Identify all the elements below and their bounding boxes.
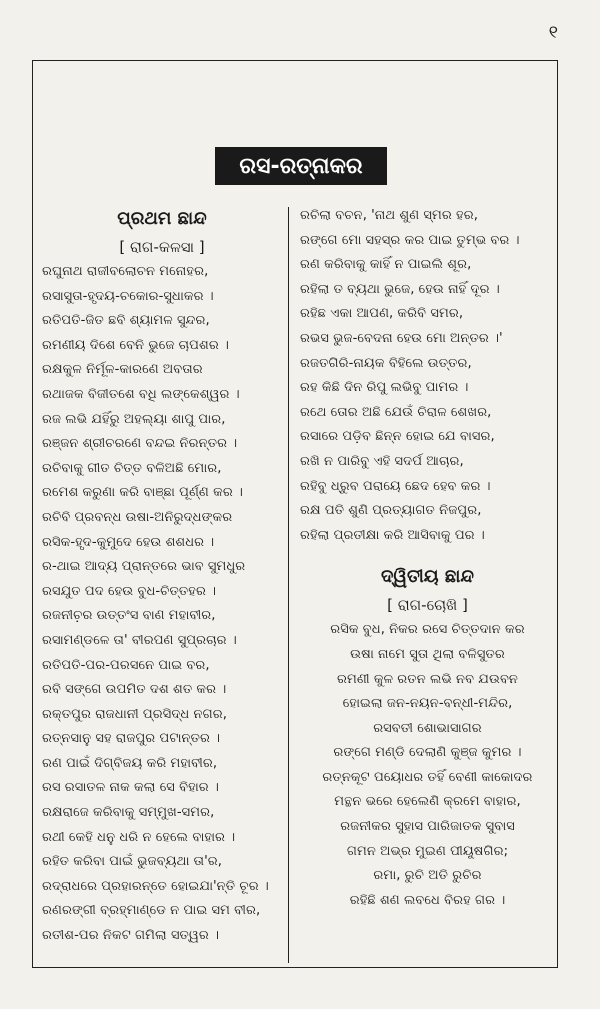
verse-line: ରଣରଙ୍ଗୀ ବ୍ରହ୍ମାଣ୍ଡେ ନ ପାଇ ସମ ବୀର, bbox=[42, 903, 261, 919]
verse-line: ରଥାଜକ ବିଜୀତଶେ ବଧି ଲଙ୍କେଶ୍ୱର । bbox=[42, 386, 240, 402]
verse-line: ରସିକ ବୁଧ, ନିକର ରସେ ଚିତ୍ତଦାନ କର bbox=[330, 622, 525, 638]
verse-line: ରତିପତି-ଜିତ ଛବି ଶ୍ୟାମଳ ସୁନ୍ଦର, bbox=[42, 313, 210, 329]
verse-line: ରଚିଲା ବଚନ, 'ନାଥ ଶୁଣ ସ୍ମର ହର, bbox=[300, 208, 478, 223]
verse-line: ରଭସ ଭୁଜ-ବେଦନା ହେଉ ମୋ ଅନ୍ତର ।' bbox=[300, 330, 503, 346]
verse-line: ରକ୍ତପୁର ରାଜଧାନୀ ପ୍ରସିଦ୍ଧ ନଗର, bbox=[42, 706, 227, 722]
verse-list-continued bbox=[300, 204, 555, 548]
verse-line: ରହିତ କରିବା ପାଇଁ ଭୁଜବ୍ୟଥା ତା'ର, bbox=[42, 854, 222, 870]
verse-line: ରସବତୀ ଶୋଭାସାଗର bbox=[373, 720, 482, 736]
chapter-heading: ଦ୍ୱିତୀୟ ଛାନ୍ଦ bbox=[381, 566, 474, 588]
verse-line: ରଜନୀକର ସୁହାସ ପାରିଜାତକ ସୁବାସ bbox=[340, 819, 515, 835]
verse-line: ରତିପତି-ପର-ପରସନେ ପାଇ ବର, bbox=[42, 657, 210, 673]
verse-block-centered bbox=[300, 618, 555, 913]
verse-line: ରଚିବାକୁ ଗୀତ ଚିତ୍ତ ବଳିଅଛି ମୋର, bbox=[42, 460, 222, 476]
verse-line: ରସାସୁତା-ହୃଦୟ-ଚକୋର-ସୁଧାକର । bbox=[42, 288, 214, 304]
verse-line: ରମା, ରୁଚି ଅତି ରୁଚିର bbox=[373, 868, 482, 884]
verse-line: ରସାରେ ପଡ଼ିବ ଛିନ୍ନ ହୋଇ ଯେ ବାସର, bbox=[300, 429, 495, 445]
verse-line: ରହିଛି ଶଣ ଲବଧେ ବିରହ ଗର । bbox=[349, 892, 506, 908]
verse-line: ରକ୍ଷକୁଳ ନିର୍ମୂଳ-କାରଣେ ଅବତାର bbox=[42, 362, 203, 378]
raga-label: [ ରାଗ-କଳସା ] bbox=[119, 238, 205, 256]
verse-list bbox=[40, 260, 284, 949]
verse-line: ରଦ୍ରାଧରେ ପ୍ରହାରନ୍ତେ ହୋଇଯା'ନ୍ତି ଚୂର । bbox=[42, 878, 269, 894]
verse-line: ରମଣୀ କୁଳ ରତନ ଲଭି ନବ ଯଉବନ bbox=[336, 671, 519, 687]
verse-line: ରଖି ନ ପାରିବୁ ଏହି ସଦର୍ପ ଆଚାର, bbox=[300, 453, 464, 469]
verse-list bbox=[300, 618, 555, 913]
verse-line: ରସ ରସାତଳ ନାକ କଲା ସେ ବିହାର । bbox=[42, 780, 219, 796]
verse-line: ରଜନୀଚ଼ର ଉତ୍ତଂସ ବାଣ ମହାବୀର, bbox=[42, 608, 216, 624]
verse-line: ଉଷା ନାମେ ସୁତା ଥିଲା ବଳିସୁତର bbox=[350, 646, 505, 662]
verse-line: ରଜତଗିରି-ନାୟକ ବିହିଲେ ଉତ୍ତର, bbox=[300, 355, 472, 371]
verse-line: ରବି ସଙ୍ଗେ ଉପମିତ ଦଶ ଶତ କର । bbox=[42, 682, 227, 698]
verse-line: ରକ୍ଷରାଜେ କରିବାକୁ ସମ୍ମୁଖ-ସମର, bbox=[42, 805, 215, 821]
verse-line: ରଙ୍ଗେ ମୋ ସହସ୍ର କର ପାଇ ତୁମ୍ଭ ବର । bbox=[300, 232, 520, 248]
verse-line: ରଣ କରିବାକୁ କାହିଁ ନ ପାଇଲି ଶୂର, bbox=[300, 257, 472, 273]
verse-line: ରତୀଶ-ପର ନିକଟ ଗମିଲା ସତ୍ୱର । bbox=[42, 928, 220, 944]
verse-line: ରଣ ପାଇଁ ଦିଗ୍‌ବିଜୟ କରି ମହାବୀର, bbox=[42, 755, 218, 771]
verse-line: ରହିଲା ପ୍ରତୀକ୍ଷା କରି ଆସିବାକୁ ପର । bbox=[300, 527, 485, 543]
verse-line: ରଞ୍ଜନ ଶ୍ରୀଚରଣେ ବନ୍ଦଇ ନିରନ୍ତର । bbox=[42, 436, 238, 452]
raga-label: [ ରାଗ-ଚୋଖି ] bbox=[387, 596, 468, 615]
verse-line: ରଚିବି ପ୍ରବନ୍ଧ ଉଷା-ଅନିରୁଦ୍ଧଙ୍କର bbox=[42, 509, 233, 525]
verse-line: ମନ୍ଥନ ଭରେ ହେଲେଣି କ୍ରମେ ବାହାର, bbox=[334, 794, 521, 810]
verse-line: ରଜ ଲଭି ଯହିଁରୁ ଅହଲ୍ୟା ଶାପୁ ପାର, bbox=[42, 411, 226, 427]
chapter-heading: ପ୍ରଥମ ଛାନ୍ଦ bbox=[117, 208, 207, 229]
verse-line: ରହ କିଛି ଦିନ ରିପୁ ଲଭିବୁ ପାମର । bbox=[300, 380, 469, 396]
right-column bbox=[300, 204, 555, 913]
verse-line: ରହିଛ ଏକା ଆପଣ, କରିବି ସମର, bbox=[300, 306, 464, 322]
verse-line: ରଙ୍ଗେ ମଣ୍ଡି ଦେଲାଣି କୁଞ୍ଜ କୁମର । bbox=[333, 745, 522, 761]
verse-line: ଗମନ ଅଭ୍ର ମୁଇଣ ପୀୟୂଷଗିର; bbox=[346, 843, 509, 859]
verse-line: ର-ଥାଇ ଆଦ୍ୟ ପ୍ରାନ୍ତରେ ଭାବ ସୁମଧୁର bbox=[42, 559, 246, 575]
verse-line: ରମଣୀୟ ଦିଶେ ବେନି ଭୁଜେ ଚାପଶର । bbox=[42, 337, 229, 353]
verse-line: ରହିବୁ ଧ୍ରୁବ ପରାୟେ ଛେଦ ହେବ କର । bbox=[300, 478, 491, 494]
verse-line: ରତ୍ନସାନୁ ସହ ରାଜପୁର ପଟାନ୍ତର । bbox=[42, 731, 221, 747]
verse-line: ରଥେ ତୋର ଅଛି ଯେଉଁ ଚିରାଳ ଶେଖର, bbox=[300, 404, 492, 420]
title-banner: ରସ-ରତ୍ନାକର bbox=[215, 147, 387, 185]
verse-line: ରକ୍ଷ ପତି ଶୁଣି ପ୍ରତ୍ୟାଗତ ନିଜପୁର, bbox=[300, 503, 482, 519]
verse-line: ରତ୍ନକୂଟ ପୟୋଧର ତହିଁ ବେଣୀ କାକୋଦର bbox=[322, 769, 533, 785]
verse-line: ରମେଶ କରୁଣା କରି ବାଞ୍ଛା ପୂର୍ଣ୍ଣ କର । bbox=[42, 485, 243, 501]
left-column bbox=[40, 204, 284, 949]
verse-line: ରହିଲା ତ ବ୍ୟଥା ଭୁଜେ, ହେଉ ନାହିଁ ଦୂର । bbox=[300, 281, 500, 297]
verse-line: ରଘୁନାଥ ରାଜୀବଲୋଚନ ମନୋହର, bbox=[42, 264, 209, 279]
column-divider bbox=[288, 207, 289, 963]
verse-line: ହୋଇଲା ଜନ-ନୟନ-ବନ୍ଧୀ-ମନ୍ଦିର, bbox=[342, 696, 513, 712]
verse-line: ରଥୀ କେହି ଧନୁ ଧରି ନ ହେଲେ ବାହାର । bbox=[42, 829, 236, 845]
verse-line: ରସିକ-ହୃଦ-କୁମୁଦେ ହେଉ ଶଶଧର । bbox=[42, 534, 215, 550]
verse-line: ରସାମଣ୍ଡଳେ ତା' ବୀରପଣ ସୁପ୍ରଚାର । bbox=[42, 632, 237, 648]
page-number: ୧ bbox=[548, 22, 558, 43]
verse-line: ରସଯୁତ ପଦ ହେଉ ବୁଧ-ଚିତ୍ତହର । bbox=[42, 583, 217, 599]
